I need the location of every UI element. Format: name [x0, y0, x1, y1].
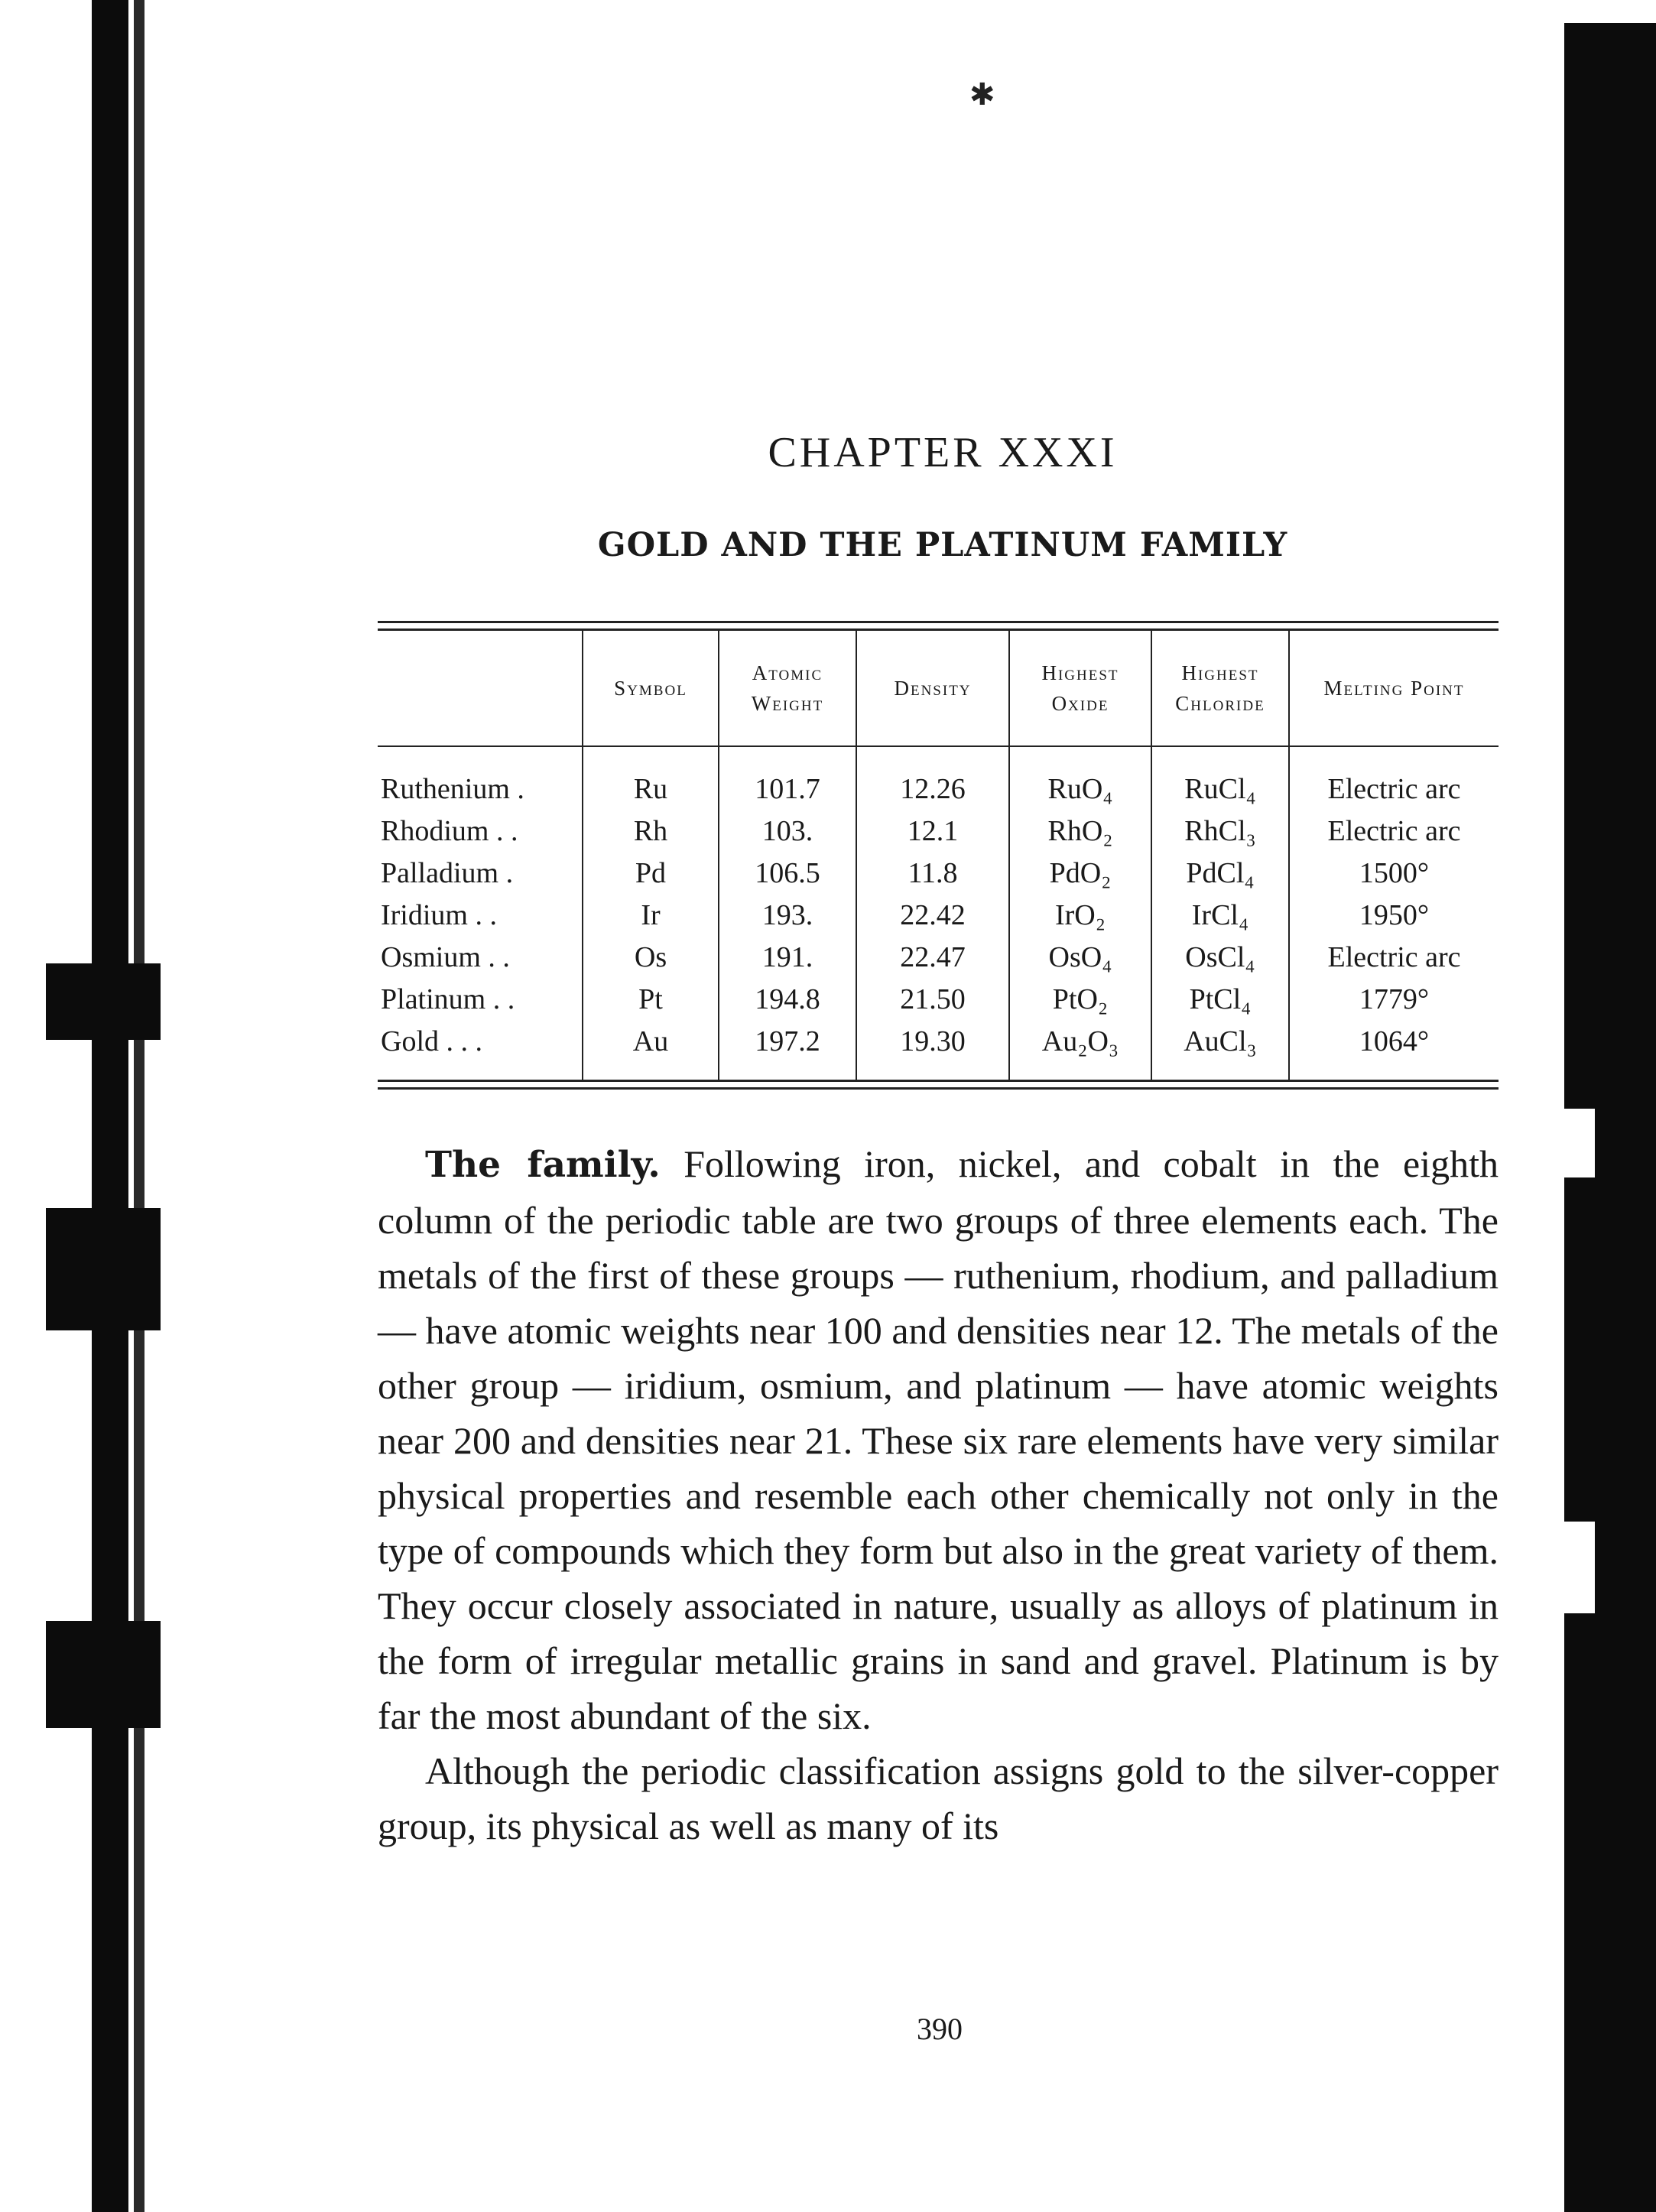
cell-atomic-weight: 197.2 [719, 1021, 856, 1080]
paragraph-text: Although the periodic classification assigns gold to the silver-copper group, its physical as well as many of its [378, 1749, 1499, 1847]
cell-chloride: RhCl₃ [1151, 810, 1289, 853]
table-header-row [378, 631, 1499, 746]
cell-chloride: AuCl₃ [1151, 1021, 1289, 1080]
table-row [378, 979, 1499, 1021]
table-row [378, 810, 1499, 853]
cell-density: 22.42 [856, 895, 1009, 937]
cell-element: Rhodium . . [381, 815, 518, 847]
cell-oxide: Au₂O₃ [1009, 1021, 1151, 1080]
cell-atomic-weight: 101.7 [719, 746, 856, 810]
page-number: 390 [917, 2012, 963, 2046]
cell-atomic-weight: 191. [719, 937, 856, 979]
cell-oxide: OsO₄ [1009, 937, 1151, 979]
cell-chloride: OsCl₄ [1151, 937, 1289, 979]
cell-melting-point: 1950° [1289, 895, 1499, 937]
cell-atomic-weight: 103. [719, 810, 856, 853]
chapter-subtitle: GOLD AND THE PLATINUM FAMILY [597, 526, 1288, 564]
cell-melting-point: 1064° [1289, 1021, 1499, 1080]
cell-element: Iridium . . [381, 899, 497, 931]
table-row [378, 746, 1499, 810]
cell-symbol: Pd [583, 853, 719, 895]
chapter-heading: CHAPTER XXXI [768, 429, 1118, 476]
header-symbol: Symbol [583, 631, 719, 746]
cell-melting-point: 1779° [1289, 979, 1499, 1021]
paragraph-text: Following iron, nickel, and cobalt in the eighth column of the periodic table are two groups of three elements each. The metals of the first of these groups — ruthenium, rhodium, and palladium — have atomic weights near 100 and densities near 12. The metals of the other group — iridium, osmium, and platinum — have atomic weights near 200 and densities near 21. These six rare elements have very similar physical properties and resemble each other chemically not only in the type of compounds which they form but also in the great variety of them. They occur closely associated in nature, usually as alloys of platinum in the form of irregular metallic grains in sand and gravel. Platinum is by far the most abundant of the six. [378, 1142, 1499, 1737]
cell-melting-point: Electric arc [1289, 810, 1499, 853]
element-properties-table [378, 621, 1499, 1090]
cell-oxide: IrO₂ [1009, 895, 1151, 937]
table-row [378, 853, 1499, 895]
cell-element: Gold . . . [381, 1025, 482, 1057]
cell-oxide: PdO₂ [1009, 853, 1151, 895]
header-highest-chloride: Highest Chloride [1151, 631, 1289, 746]
cell-density: 12.1 [856, 810, 1009, 853]
table-row [378, 1021, 1499, 1080]
cell-symbol: Ru [583, 746, 719, 810]
table-row [378, 895, 1499, 937]
cell-melting-point: Electric arc [1289, 746, 1499, 810]
header-highest-oxide: Highest Oxide [1009, 631, 1151, 746]
header-element [378, 631, 583, 746]
cell-chloride: IrCl₄ [1151, 895, 1289, 937]
cell-element: Platinum . . [381, 983, 515, 1015]
body-text [378, 1136, 1499, 1853]
cell-symbol: Os [583, 937, 719, 979]
cell-density: 22.47 [856, 937, 1009, 979]
paragraph-family [378, 1136, 1499, 1743]
cell-atomic-weight: 194.8 [719, 979, 856, 1021]
cell-element: Osmium . . [381, 941, 510, 973]
header-atomic-weight: Atomic Weight [719, 631, 856, 746]
cell-symbol: Pt [583, 979, 719, 1021]
cell-element: Palladium . [381, 857, 514, 889]
cell-density: 12.26 [856, 746, 1009, 810]
cell-melting-point: 1500° [1289, 853, 1499, 895]
cell-symbol: Ir [583, 895, 719, 937]
cell-atomic-weight: 193. [719, 895, 856, 937]
right-scan-edge [1564, 23, 1656, 2212]
table-top-rule [378, 621, 1499, 631]
cell-melting-point: Electric arc [1289, 937, 1499, 979]
cell-symbol: Rh [583, 810, 719, 853]
paragraph-lead: The family. [425, 1144, 661, 1186]
cell-density: 19.30 [856, 1021, 1009, 1080]
cell-oxide: RhO₂ [1009, 810, 1151, 853]
cell-oxide: RuO₄ [1009, 746, 1151, 810]
cell-element: Ruthenium . [381, 773, 524, 805]
cell-symbol: Au [583, 1021, 719, 1080]
cell-chloride: PtCl₄ [1151, 979, 1289, 1021]
paragraph-gold [378, 1743, 1499, 1853]
cell-density: 21.50 [856, 979, 1009, 1021]
cell-atomic-weight: 106.5 [719, 853, 856, 895]
printer-ornament: ✱ [969, 77, 995, 112]
left-scan-edge [0, 0, 161, 2212]
cell-chloride: PdCl₄ [1151, 853, 1289, 895]
cell-density: 11.8 [856, 853, 1009, 895]
table-row [378, 937, 1499, 979]
cell-oxide: PtO₂ [1009, 979, 1151, 1021]
cell-chloride: RuCl₄ [1151, 746, 1289, 810]
table-bottom-rule [378, 1080, 1499, 1090]
header-density: Density [856, 631, 1009, 746]
header-melting-point: Melting Point [1289, 631, 1499, 746]
